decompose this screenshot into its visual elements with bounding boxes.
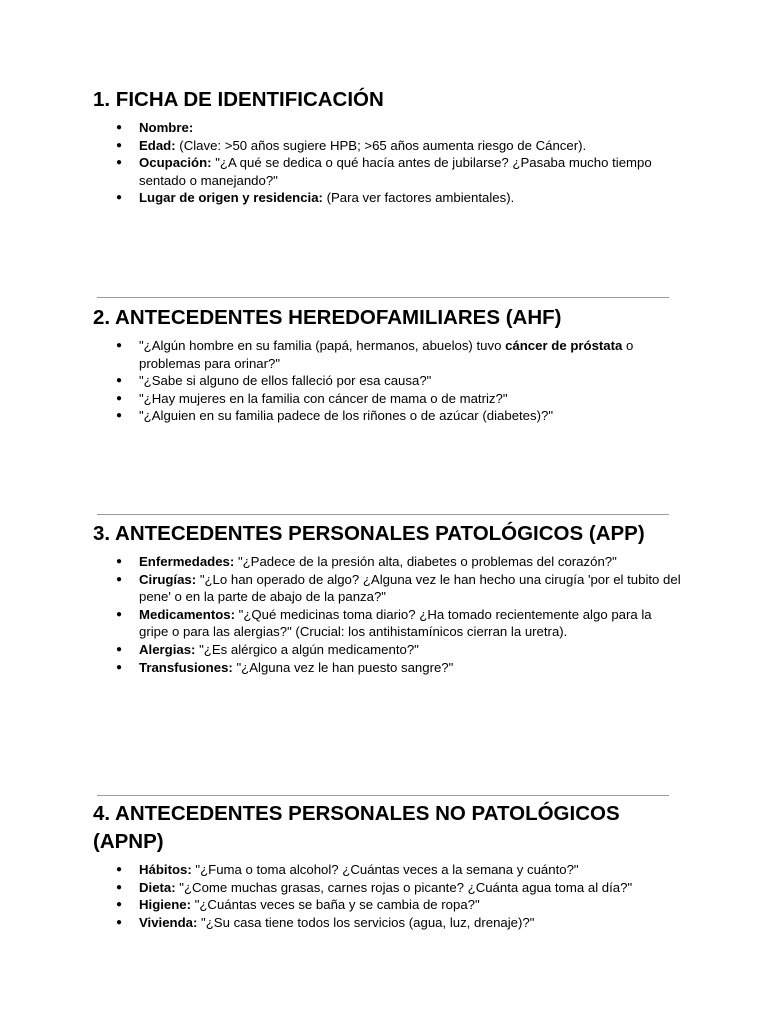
bullet-icon: ● [116, 661, 123, 673]
list-item [93, 372, 683, 390]
item-text: (Para ver factores ambientales). [322, 190, 515, 206]
list-item [93, 879, 683, 897]
item-label: Nombre: [139, 120, 194, 135]
list-item [93, 337, 683, 372]
item-label: Medicamentos: [139, 606, 235, 622]
item-label: Higiene: [139, 897, 192, 913]
list-item [93, 189, 683, 207]
list-item [93, 606, 683, 641]
item-label: Cirugías: [139, 571, 197, 587]
item-label: Edad: [139, 137, 176, 153]
list-item [93, 137, 683, 155]
bullet-icon: ● [116, 864, 123, 875]
section-heading: 4. ANTECEDENTES PERSONALES NO PATOLÓGICOS (APNP) [93, 802, 620, 853]
item-text: "¿A qué se dedica o qué hacía antes de jubilarse? ¿Pasaba mucho tiempo sentado o manejando?" [139, 155, 652, 188]
item-text: "¿Fuma o toma alcohol? ¿Cuántas veces a la semana y cuánto?" [191, 862, 579, 877]
horizontal-divider [97, 795, 669, 796]
section-heading: 3. ANTECEDENTES PERSONALES PATOLÓGICOS (APP) [93, 522, 645, 545]
item-label: Transfusiones: [139, 659, 233, 675]
item-label: Lugar de origen y residencia: [139, 190, 323, 206]
section-heading: 2. ANTECEDENTES HEREDOFAMILIARES (AHF) [93, 306, 562, 329]
section-apnp [93, 800, 683, 931]
item-text: "¿Lo han operado de algo? ¿Alguna vez le han hecho una cirugía 'por el tubito del pene' o en la parte de abajo de la panza?" [139, 571, 681, 605]
list-item [93, 553, 683, 571]
item-text: "¿Qué medicinas toma diario? ¿Ha tomado recientemente algo para la gripe o para las alergias?" (Crucial: los antihistamínicos cierran la uretra). [139, 606, 652, 640]
bullet-icon: ● [116, 573, 123, 585]
item-label: Alergias: [139, 641, 196, 657]
list-item [93, 896, 683, 914]
section-heading: 1. FICHA DE IDENTIFICACIÓN [93, 88, 384, 111]
list-item [93, 659, 683, 677]
item-text: "¿Su casa tiene todos los servicios (agua, luz, drenaje)?" [197, 914, 535, 930]
bullet-icon: ● [116, 899, 123, 911]
item-text: o problemas para orinar?" [139, 338, 634, 371]
item-text: "¿Sabe si alguno de ellos falleció por esa causa?" [139, 373, 432, 389]
item-text: "¿Cuántas veces se baña y se cambia de ropa?" [191, 897, 480, 913]
list-item [93, 861, 683, 879]
list-item [93, 154, 683, 189]
item-text: "¿Alguien en su familia padece de los riñones o de azúcar (diabetes)?" [139, 408, 554, 424]
list-item [93, 641, 683, 659]
item-emphasis: cáncer de próstata [505, 338, 623, 353]
bullet-icon: ● [116, 122, 123, 133]
bullet-icon: ● [116, 340, 123, 351]
bullet-icon: ● [116, 410, 123, 422]
item-text: "¿Es alérgico a algún medicamento?" [195, 641, 419, 657]
horizontal-divider [97, 297, 669, 298]
section-app [93, 520, 683, 676]
bullet-list [93, 119, 683, 207]
bullet-icon: ● [116, 157, 123, 169]
bullet-list [93, 337, 683, 425]
item-text: "¿Hay mujeres en la familia con cáncer de mama o de matriz?" [139, 390, 508, 406]
item-text: (Clave: >50 años sugiere HPB; >65 años aumenta riesgo de Cáncer). [175, 137, 587, 153]
item-text: "¿Come muchas grasas, carnes rojas o picante? ¿Cuánta agua toma al día?" [175, 879, 633, 895]
bullet-icon: ● [116, 192, 123, 204]
item-label: Ocupación: [139, 155, 212, 171]
item-text: "¿Algún hombre en su familia (papá, hermanos, abuelos) tuvo [139, 338, 506, 353]
bullet-icon: ● [116, 556, 123, 567]
bullet-icon: ● [116, 643, 123, 655]
bullet-list [93, 861, 683, 931]
item-label: Enfermedades: [139, 554, 235, 569]
item-text: "¿Padece de la presión alta, diabetes o problemas del corazón?" [234, 554, 617, 569]
list-item [93, 914, 683, 932]
item-text: "¿Alguna vez le han puesto sangre?" [232, 659, 454, 675]
bullet-icon: ● [116, 375, 123, 387]
bullet-icon: ● [116, 881, 123, 893]
bullet-icon: ● [116, 392, 123, 404]
bullet-icon: ● [116, 916, 123, 928]
bullet-icon: ● [116, 608, 123, 620]
section-ahf [93, 304, 683, 425]
horizontal-divider [97, 514, 669, 515]
bullet-icon: ● [116, 139, 123, 151]
bullet-list [93, 553, 683, 676]
list-item [93, 390, 683, 408]
section-ficha-identificacion [93, 86, 683, 207]
item-label: Dieta: [139, 879, 176, 895]
list-item [93, 119, 683, 137]
item-label: Vivienda: [139, 914, 198, 930]
list-item [93, 571, 683, 606]
item-label: Hábitos: [139, 862, 192, 877]
list-item [93, 407, 683, 425]
